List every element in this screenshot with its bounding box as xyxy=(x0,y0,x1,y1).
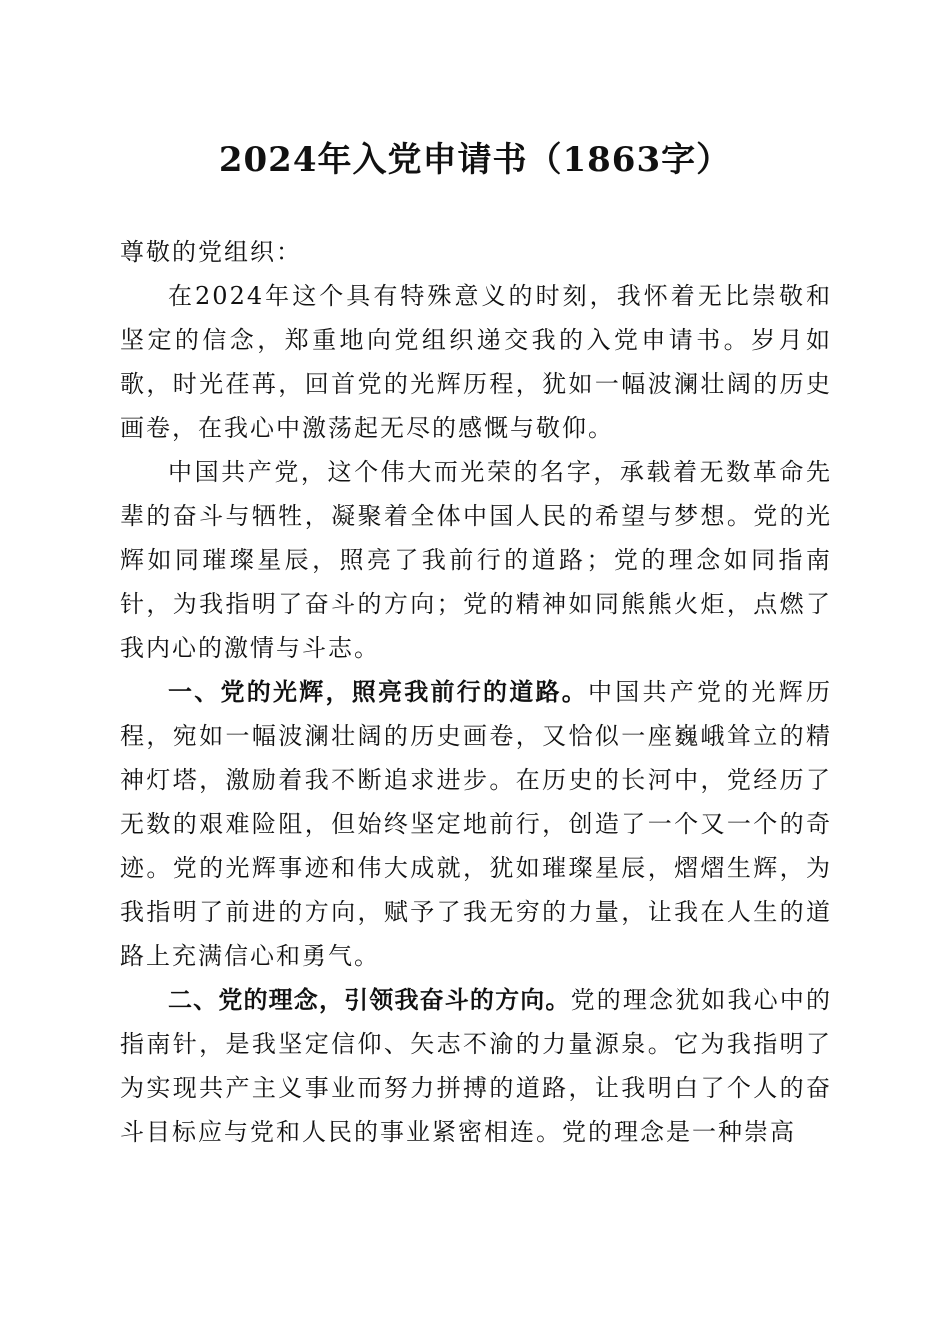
document-title: 2024年入党申请书（1863字） xyxy=(218,140,732,180)
section-heading-1: 一、党的光辉，照亮我前行的道路。 xyxy=(168,678,588,706)
paragraph-text: 中国共产党的光辉历程，宛如一幅波澜壮阔的历史画卷，又恰似一座巍峨耸立的精神灯塔，激励着我不断追求进步。在历史的长河中，党经历了无数的艰难险阻，但始终坚定地前行，创造了一个又一个的奇迹。党的光辉事迹和伟大成就，犹如璀璨星辰，熠熠生辉，为我指明了前进的方向，赋予了我无穷的力量，让我在人生的道路上充满信心和勇气。 xyxy=(120,678,832,970)
salutation: 尊敬的党组织： xyxy=(120,238,302,266)
paragraph-3 xyxy=(120,670,832,978)
paragraph-2 xyxy=(120,450,832,670)
paragraph-1 xyxy=(120,274,832,450)
paragraph-text: 在2024年这个具有特殊意义的时刻，我怀着无比崇敬和坚定的信念，郑重地向党组织递交我的入党申请书。岁月如歌，时光荏苒，回首党的光辉历程，犹如一幅波澜壮阔的历史画卷，在我心中激荡起无尽的感慨与敬仰。 xyxy=(120,282,832,442)
section-heading-2: 二、党的理念，引领我奋斗的方向。 xyxy=(168,986,571,1014)
paragraph-text: 党的理念犹如我心中的指南针，是我坚定信仰、矢志不渝的力量源泉。它为我指明了为实现共产主义事业而努力拼搏的道路，让我明白了个人的奋斗目标应与党和人民的事业紧密相连。党的理念是一种崇高 xyxy=(120,986,833,1146)
paragraph-4 xyxy=(120,978,832,1154)
document-body xyxy=(120,230,832,1154)
paragraph-text: 中国共产党，这个伟大而光荣的名字，承载着无数革命先辈的奋斗与牺牲，凝聚着全体中国人民的希望与梦想。党的光辉如同璀璨星辰，照亮了我前行的道路；党的理念如同指南针，为我指明了奋斗的方向；党的精神如同熊熊火炬，点燃了我内心的激情与斗志。 xyxy=(120,458,832,662)
